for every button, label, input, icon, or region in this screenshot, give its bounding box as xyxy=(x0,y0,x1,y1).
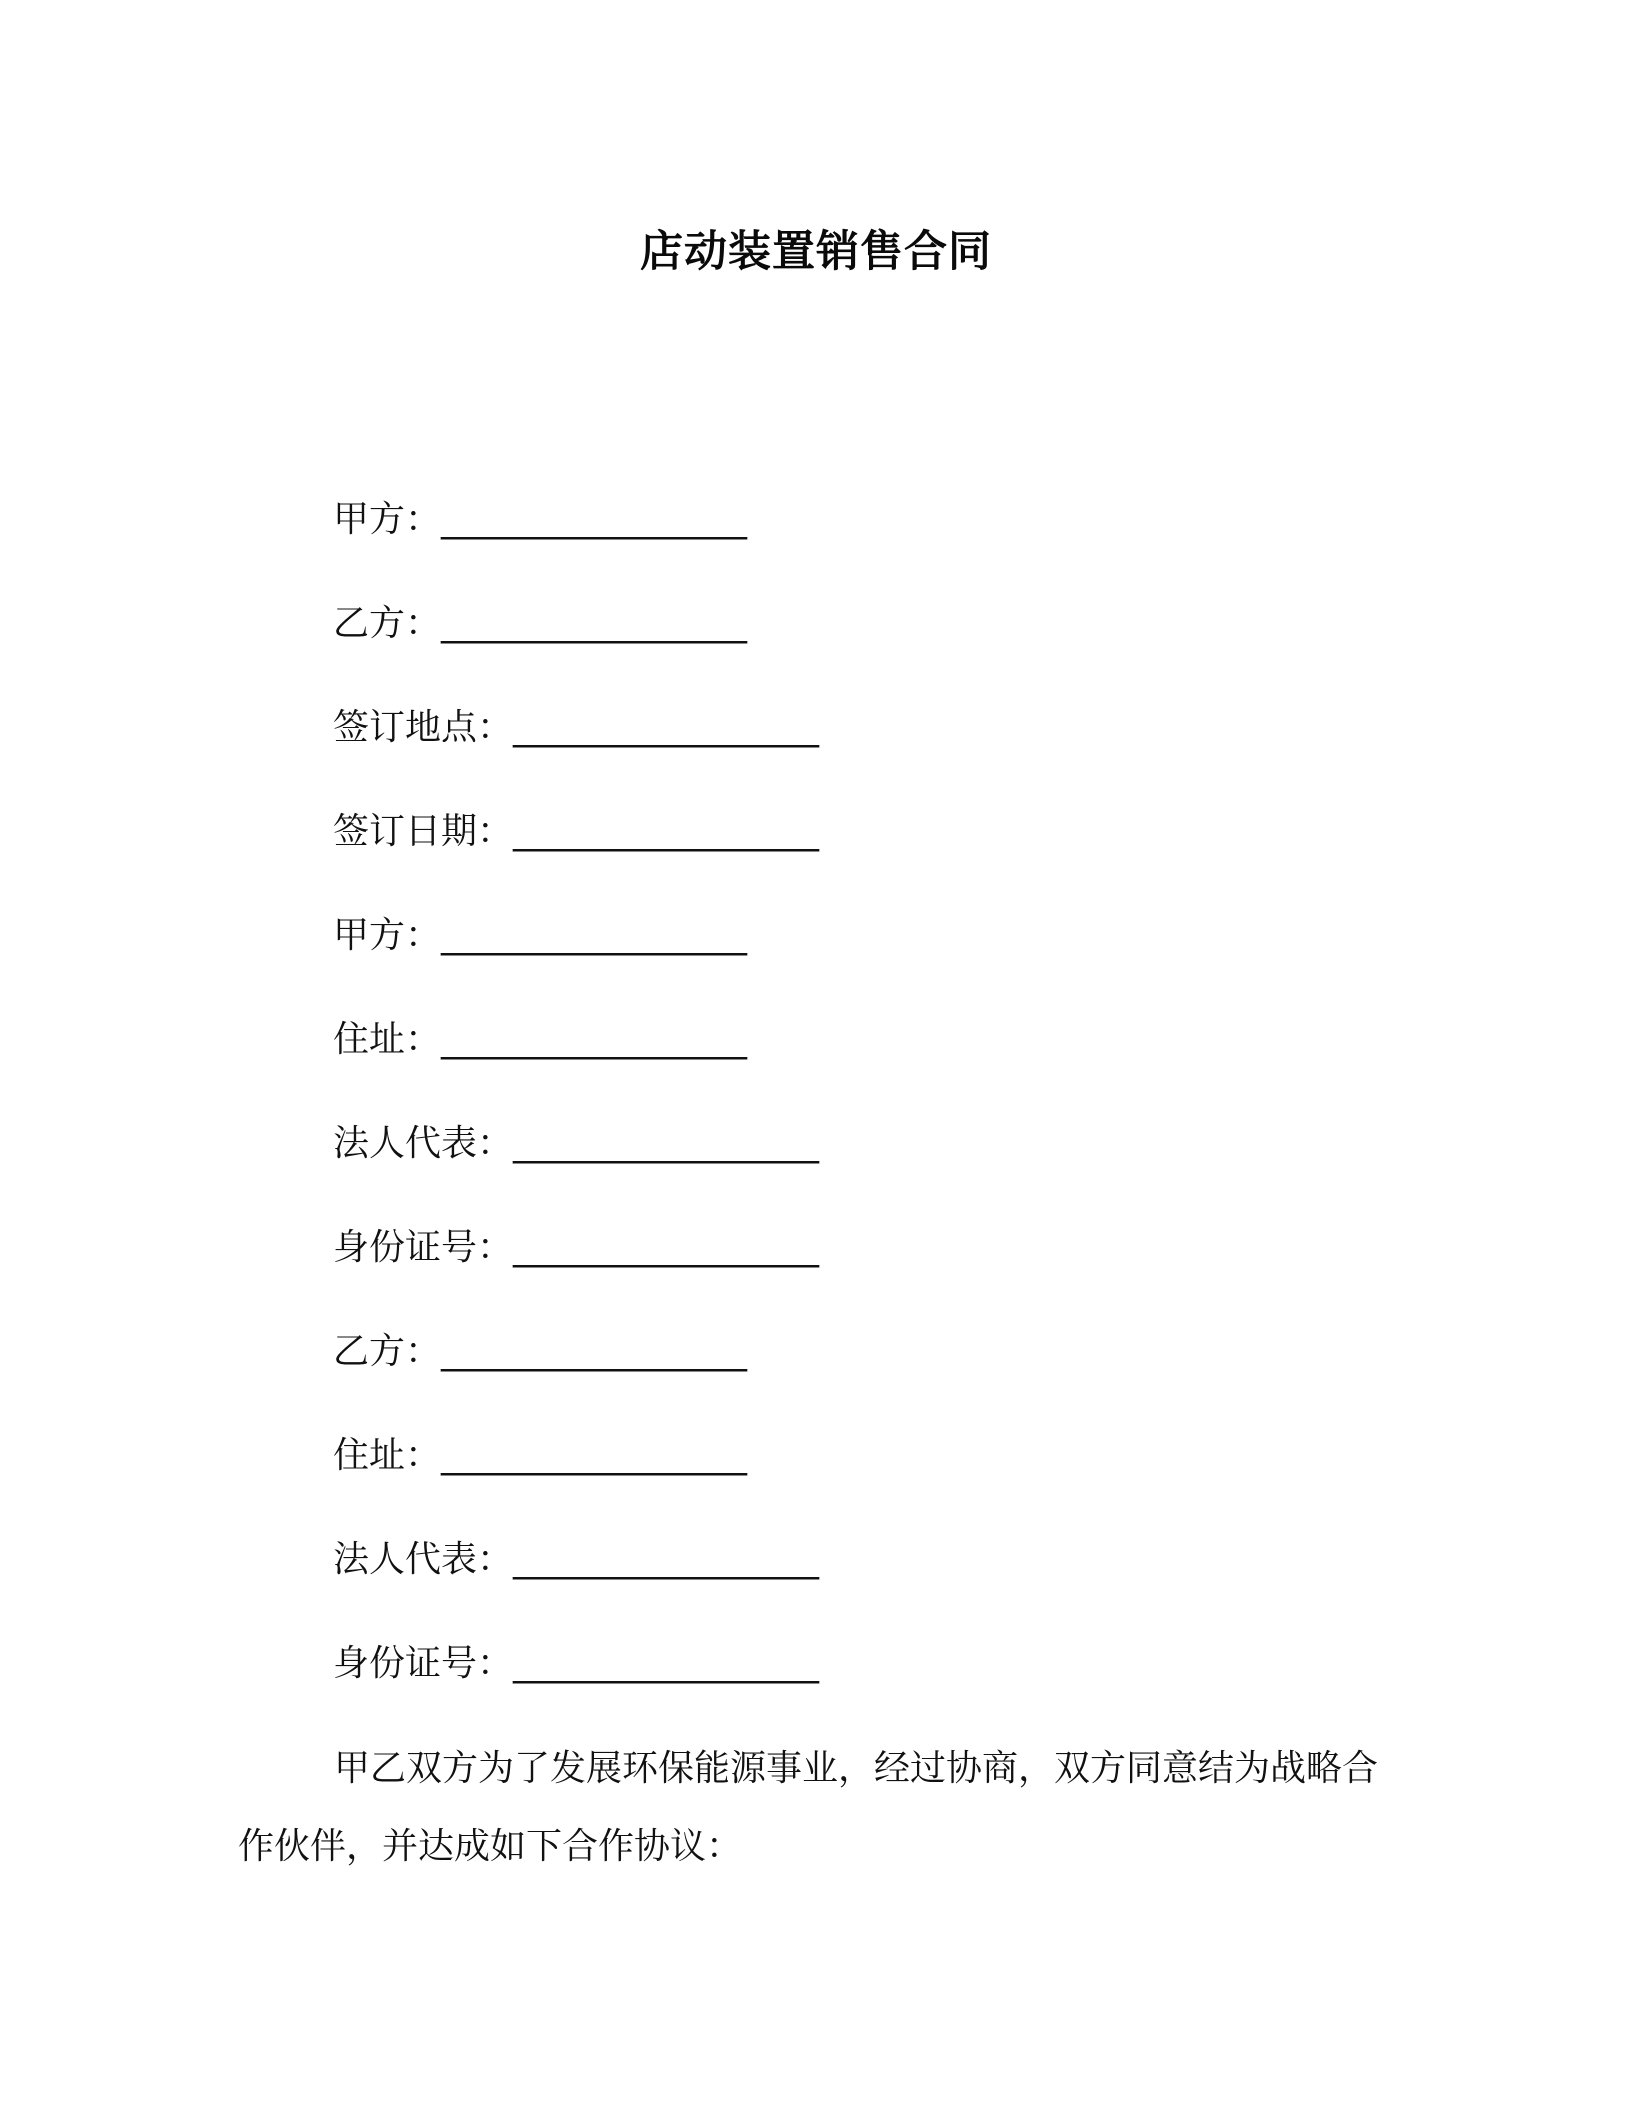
field-label: 住址： xyxy=(333,1019,442,1060)
field-signing-date xyxy=(333,804,1433,908)
field-label: 签订地点： xyxy=(333,707,514,748)
field-party-a-address xyxy=(333,1012,1433,1116)
field-party-a-detail xyxy=(333,908,1433,1012)
field-party-b-legal-rep xyxy=(333,1532,1433,1636)
field-blank-line: _________________ xyxy=(441,499,748,540)
field-blank-line: _________________ xyxy=(513,1643,820,1684)
field-party-b-address xyxy=(333,1428,1433,1532)
field-party-b-id-number xyxy=(333,1636,1433,1740)
field-party-a-id-number xyxy=(333,1220,1433,1324)
field-blank-line: _________________ xyxy=(441,915,748,956)
field-label: 乙方： xyxy=(333,603,442,644)
field-label: 甲方： xyxy=(333,499,442,540)
intro-paragraph: 甲乙双方为了发展环保能源事业，经过协商，双方同意结为战略合作伙伴，并达成如下合作协议： xyxy=(238,1748,1379,1867)
field-party-a-legal-rep xyxy=(333,1116,1433,1220)
field-label: 身份证号： xyxy=(333,1227,514,1268)
field-label: 法人代表： xyxy=(333,1123,514,1164)
field-blank-line: _________________ xyxy=(513,1539,820,1580)
field-blank-line: _________________ xyxy=(441,1435,748,1476)
field-blank-line: _________________ xyxy=(441,1019,748,1060)
field-blank-line: _________________ xyxy=(513,707,820,748)
field-label: 住址： xyxy=(333,1435,442,1476)
field-label: 法人代表： xyxy=(333,1539,514,1580)
field-label: 乙方： xyxy=(333,1331,442,1372)
field-blank-line: _________________ xyxy=(441,1331,748,1372)
field-blank-line: _________________ xyxy=(513,1123,820,1164)
field-label: 签订日期： xyxy=(333,811,514,852)
field-blank-line: _________________ xyxy=(513,1227,820,1268)
field-party-b xyxy=(333,596,1433,700)
field-blank-line: _________________ xyxy=(441,603,748,644)
field-label: 甲方： xyxy=(333,915,442,956)
field-blank-line: _________________ xyxy=(513,811,820,852)
document-title: 店动装置销售合同 xyxy=(640,227,992,277)
field-label: 身份证号： xyxy=(333,1643,514,1684)
field-party-b-detail xyxy=(333,1324,1433,1428)
field-party-a xyxy=(333,492,1433,596)
field-signing-place xyxy=(333,700,1433,804)
party-info-fields xyxy=(333,492,1433,1740)
